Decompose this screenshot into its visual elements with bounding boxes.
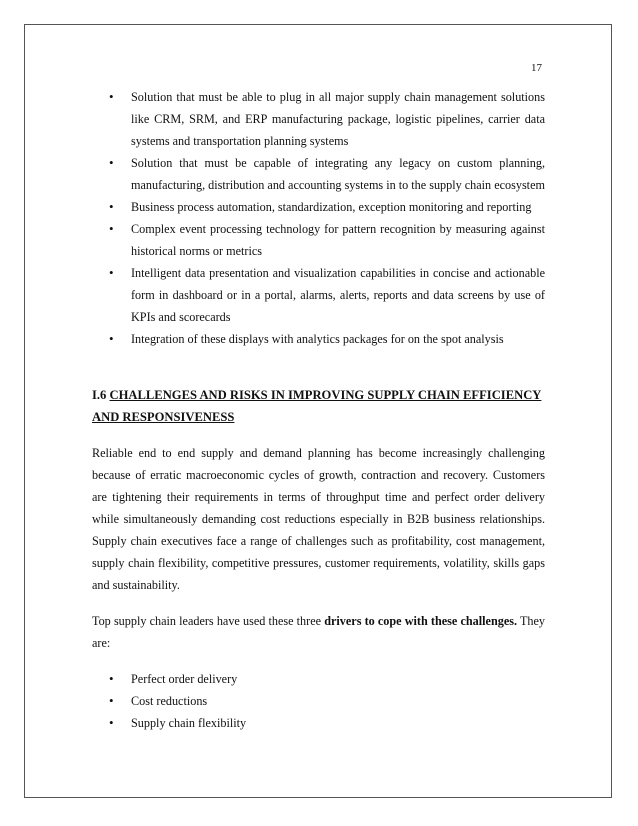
drivers-intro-tail: They are: (92, 614, 546, 650)
list-item: • Business process automation, standardization, exception monitoring and reporting (92, 196, 545, 218)
section-number: I.6 (92, 388, 107, 402)
list-item: • Integration of these displays with analytics packages for on the spot analysis (92, 328, 545, 350)
page-content (92, 86, 545, 734)
page-number: 17 (531, 62, 542, 74)
list-item: • Solution that must be able to plug in all major supply chain management solutions like CRM, SRM, and ERP manufacturing package, logistic pipelines, carrier data systems and transportation planning systems (92, 86, 545, 152)
drivers-intro-bold: drivers to cope with these challenges. (324, 614, 518, 628)
section-heading (92, 384, 545, 428)
list-item: • Supply chain flexibility (92, 712, 545, 734)
list-item: • Intelligent data presentation and visualization capabilities in concise and actionable form in dashboard or in a portal, alarms, alerts, reports and data screens by use of KPIs and scorecards (92, 262, 545, 328)
section-title-line1: CHALLENGES AND RISKS IN IMPROVING SUPPLY CHAIN EFFICIENCY (109, 388, 542, 402)
drivers-intro-paragraph (92, 610, 545, 654)
list-item: • Solution that must be capable of integrating any legacy on custom planning, manufacturing, distribution and accounting systems in to the supply chain ecosystem (92, 152, 545, 196)
list-item: • Complex event processing technology for pattern recognition by measuring against historical norms or metrics (92, 218, 545, 262)
section-title-line2: AND RESPONSIVENESS (92, 410, 235, 424)
drivers-list (92, 668, 545, 734)
challenges-paragraph: Reliable end to end supply and demand planning has become increasingly challenging because of erratic macroeconomic cycles of growth, contraction and recovery. Customers are tightening their requirements in terms of throughput time and perfect order delivery while simultaneously demanding cost reductions especially in B2B business relationships. Supply chain executives face a range of challenges such as profitability, cost management, supply chain flexibility, competitive pressures, customer requirements, volatility, skills gaps and sustainability. (92, 446, 545, 592)
drivers-intro-lead: Top supply chain leaders have used these three (92, 614, 325, 628)
list-item: • Perfect order delivery (92, 668, 545, 690)
capabilities-list (92, 86, 545, 350)
list-item: • Cost reductions (92, 690, 545, 712)
